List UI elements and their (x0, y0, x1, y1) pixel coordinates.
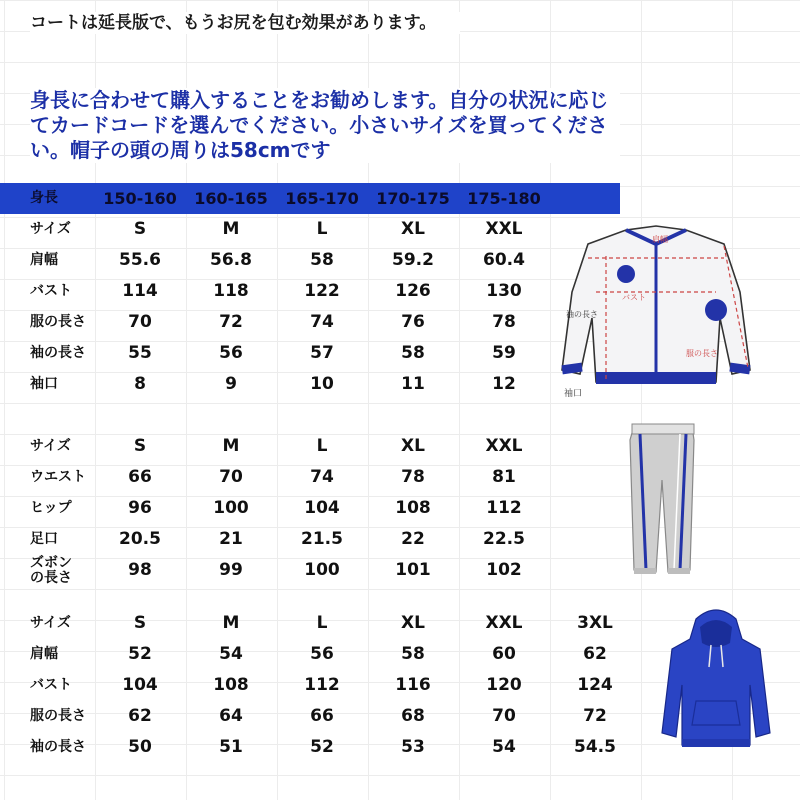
table-cell: 54 (492, 737, 516, 757)
table-row (0, 608, 620, 639)
jacket-illustration (556, 222, 756, 402)
table-cell: XXL (485, 219, 523, 239)
table-cell: L (316, 219, 328, 239)
length-annotation: 服の長さ (686, 349, 718, 358)
hoodie-illustration (656, 605, 776, 755)
table-cell: 52 (128, 644, 152, 664)
row-label: 袖口 (30, 376, 58, 392)
row-label: バスト (30, 677, 72, 693)
height-header-row (0, 183, 620, 214)
table-cell: 98 (128, 560, 152, 580)
row-label: 袖の長さ (30, 345, 86, 361)
table-row (0, 338, 620, 369)
table-cell: S (133, 613, 147, 633)
table-cell: 81 (492, 467, 516, 487)
header-cell: 160-165 (194, 189, 268, 208)
row-label: 服の長さ (30, 314, 86, 330)
table-cell: 11 (401, 374, 425, 394)
table-row (0, 431, 620, 462)
row-label-line: の長さ (30, 570, 72, 586)
table-cell: 50 (128, 737, 152, 757)
header-cell: 150-160 (103, 189, 177, 208)
table-row (0, 493, 620, 524)
table-cell: 60.4 (483, 250, 525, 270)
table-cell: 55.6 (119, 250, 161, 270)
table-cell: 70 (128, 312, 152, 332)
table-cell: 58 (401, 343, 425, 363)
table-cell: 12 (492, 374, 516, 394)
table-row (0, 462, 620, 493)
table-cell: 54.5 (574, 737, 616, 757)
table-cell: S (133, 219, 147, 239)
table-cell: 21 (219, 529, 243, 549)
table-cell: 58 (310, 250, 334, 270)
table-cell: 124 (577, 675, 613, 695)
table-cell: 62 (128, 706, 152, 726)
table-row (0, 214, 620, 245)
table-cell: 68 (401, 706, 425, 726)
header-cell: 170-175 (376, 189, 450, 208)
table-cell: 54 (219, 644, 243, 664)
table-cell: 66 (310, 706, 334, 726)
table-row (0, 639, 620, 670)
sleeve-annotation: 袖の長さ (566, 310, 598, 319)
table-row (0, 670, 620, 701)
table-cell: 51 (219, 737, 243, 757)
coat-note: コートは延長版で、もうお尻を包む効果があります。 (30, 12, 460, 34)
table-cell: 57 (310, 343, 334, 363)
table-cell: 72 (219, 312, 243, 332)
table-cell: M (222, 436, 240, 456)
table-cell: 76 (401, 312, 425, 332)
table-row (0, 732, 620, 763)
table-cell: L (316, 436, 328, 456)
table-cell: 60 (492, 644, 516, 664)
table-cell: XL (401, 219, 425, 239)
table-cell: 55 (128, 343, 152, 363)
table-cell: 56 (310, 644, 334, 664)
row-label: バスト (30, 283, 72, 299)
table-cell: 122 (304, 281, 340, 301)
table-cell: 74 (310, 467, 334, 487)
row-label: 肩幅 (30, 646, 58, 662)
cuff-annotation: 袖口 (564, 389, 583, 399)
table-cell: XXL (485, 436, 523, 456)
table-cell: 96 (128, 498, 152, 518)
table-cell: 10 (310, 374, 334, 394)
table-cell: M (222, 613, 240, 633)
table-cell: 66 (128, 467, 152, 487)
table-cell: 114 (122, 281, 158, 301)
table-cell: 9 (225, 374, 237, 394)
row-label: サイズ (30, 615, 71, 631)
table-row (0, 369, 620, 400)
table-cell: 53 (401, 737, 425, 757)
row-label: 服の長さ (30, 708, 86, 724)
table-cell: 59 (492, 343, 516, 363)
table-cell: L (316, 613, 328, 633)
row-label: ウエスト (30, 469, 86, 485)
table-row (0, 701, 620, 732)
table-cell: 108 (213, 675, 249, 695)
table-cell: 102 (486, 560, 522, 580)
row-label: サイズ (30, 221, 71, 237)
table-row (0, 307, 620, 338)
table-cell: 72 (583, 706, 607, 726)
table-cell: 21.5 (301, 529, 343, 549)
table-cell: 59.2 (392, 250, 434, 270)
table-cell: 70 (492, 706, 516, 726)
table-cell: 52 (310, 737, 334, 757)
table-cell: 99 (219, 560, 243, 580)
table-cell: 100 (213, 498, 249, 518)
header-cell: 165-170 (285, 189, 359, 208)
header-cell: 175-180 (467, 189, 541, 208)
row-label: 肩幅 (30, 252, 58, 268)
row-label (30, 556, 72, 587)
table-cell: 101 (395, 560, 431, 580)
table-row (0, 276, 620, 307)
table-cell: 78 (492, 312, 516, 332)
row-label: ヒップ (30, 500, 72, 516)
table-cell: 130 (486, 281, 522, 301)
table-cell: 100 (304, 560, 340, 580)
table-cell: 70 (219, 467, 243, 487)
shoulder-annotation: 肩幅 (652, 235, 668, 244)
table-cell: 58 (401, 644, 425, 664)
row-label-line: ズボン (30, 555, 72, 571)
row-label: 足口 (30, 531, 58, 547)
table-cell: XL (401, 436, 425, 456)
table-cell: XXL (485, 613, 523, 633)
table-cell: 118 (213, 281, 249, 301)
table-cell: 108 (395, 498, 431, 518)
pants-illustration (622, 420, 702, 585)
table-cell: 22 (401, 529, 425, 549)
table-cell: 74 (310, 312, 334, 332)
table-cell: 22.5 (483, 529, 525, 549)
table-cell: 3XL (577, 613, 613, 633)
size-advice-note: 身長に合わせて購入することをお勧めします。自分の状況に応じてカードコードを選んでください。小さいサイズを買ってください。帽子の頭の周りは58cmです (30, 88, 620, 163)
table-cell: 112 (304, 675, 340, 695)
table-cell: 78 (401, 467, 425, 487)
table-cell: 112 (486, 498, 522, 518)
table-cell: 56 (219, 343, 243, 363)
row-label: サイズ (30, 438, 71, 454)
table-cell: XL (401, 613, 425, 633)
bust-annotation: バスト (622, 293, 646, 302)
table-cell: 64 (219, 706, 243, 726)
table-row (0, 555, 620, 586)
table-cell: 62 (583, 644, 607, 664)
table-cell: 20.5 (119, 529, 161, 549)
table-cell: S (133, 436, 147, 456)
table-row (0, 524, 620, 555)
table-cell: 116 (395, 675, 431, 695)
table-row (0, 245, 620, 276)
table-cell: 104 (304, 498, 340, 518)
table-cell: M (222, 219, 240, 239)
row-label: 袖の長さ (30, 739, 86, 755)
row-label: 身長 (30, 190, 58, 206)
table-cell: 8 (134, 374, 146, 394)
table-cell: 120 (486, 675, 522, 695)
table-cell: 104 (122, 675, 158, 695)
table-cell: 126 (395, 281, 431, 301)
table-cell: 56.8 (210, 250, 252, 270)
